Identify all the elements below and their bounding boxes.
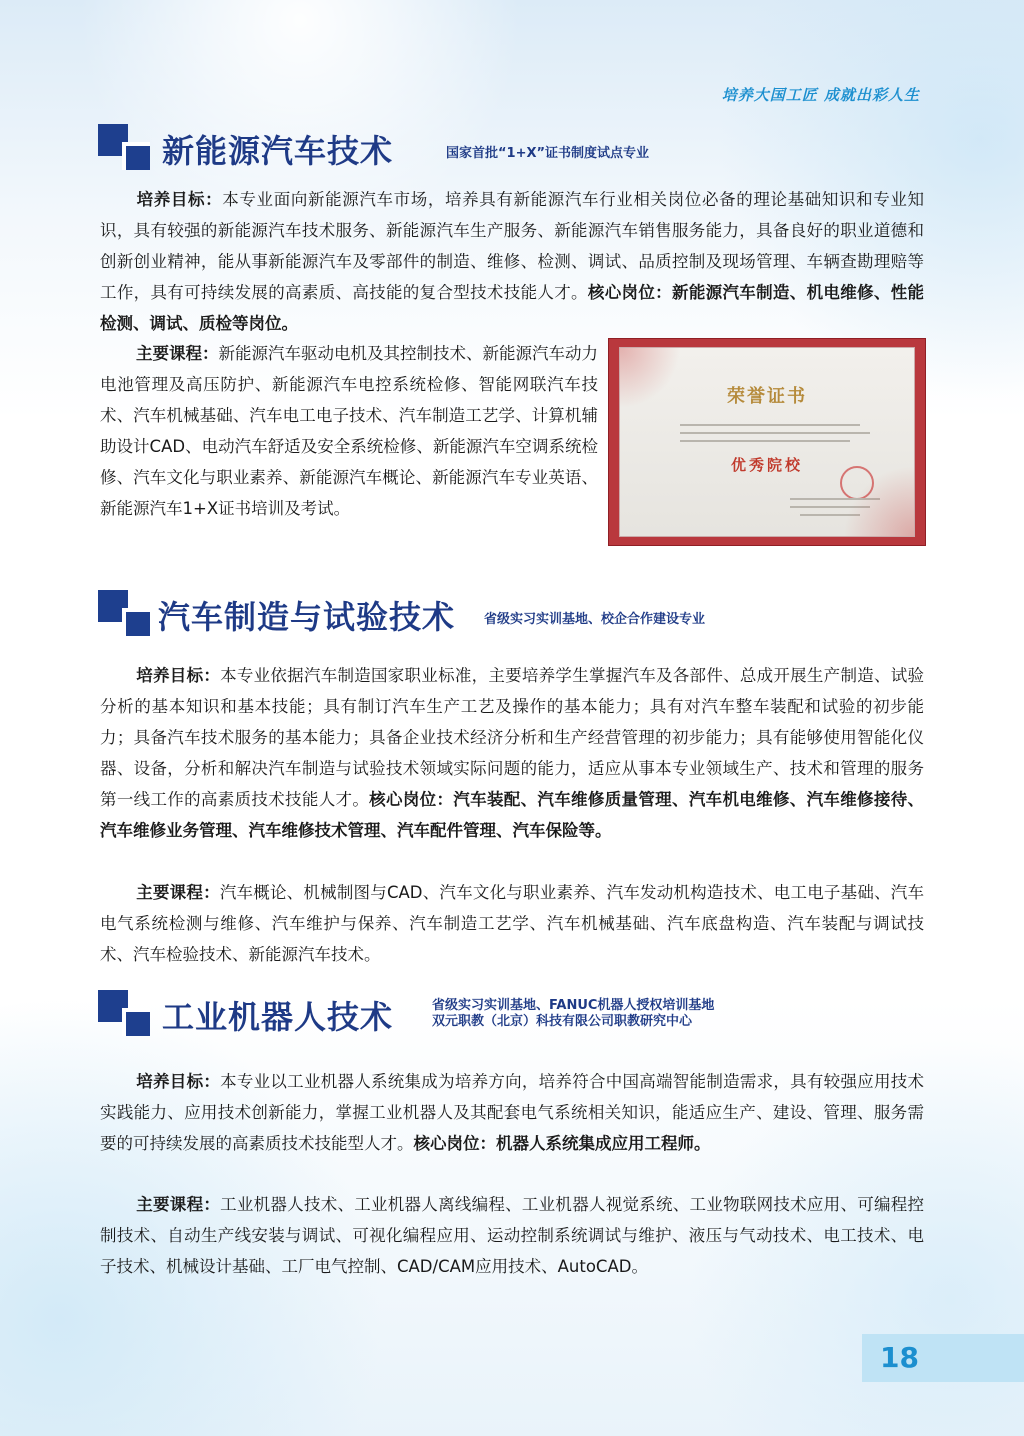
course-text: 工业机器人技术、工业机器人离线编程、工业机器人视觉系统、工业物联网技术应用、可编程控制技术、自动生产线安装与调试、可视化编程应用、运动控制系统调试与维护、液压与气动技术、电工技术、电子技术、机械设计基础、工厂电气控制、CAD/CAM应用技术、AutoCAD。 [100, 1195, 925, 1276]
goal-text: 本专业依据汽车制造国家职业标准，主要培养学生掌握汽车及各部件、总成开展生产制造、试验分析的基本知识和基本技能；具有制订汽车生产工艺及操作的基本能力；具有对汽车整车装配和试验的初步能力；具备汽车技术服务的基本能力；具备企业技术经济分析和生产经营管理的初步能力；具有能够使用智能化仪器、设备，分析和解决汽车制造与试验技术领域实际问题的能力，适应从事本专业领域生产、技术和管理的服务第一线工作的高素质技术技能人才。 [100, 666, 925, 809]
section-square-icon [98, 124, 150, 170]
section-tag-secondary: 双元职教（北京）科技有限公司职教研究中心 [432, 1014, 693, 1029]
courses-paragraph [100, 1189, 924, 1282]
training-goal-paragraph [100, 1066, 924, 1159]
course-text: 新能源汽车驱动电机及其控制技术、新能源汽车动力电池管理及高压防护、新能源汽车电控系统检修、智能网联汽车技术、汽车机械基础、汽车电工电子技术、汽车制造工艺学、计算机辅助设计CAD、电动汽车舒适及安全系统检修、新能源汽车空调系统检修、汽车文化与职业素养、新能源汽车概论、新能源汽车专业英语、新能源汽车1+X证书培训及考试。 [100, 344, 598, 518]
courses-paragraph [100, 877, 924, 970]
section-title: 工业机器人技术 [162, 998, 394, 1036]
core-position-label: 核心岗位： [369, 790, 454, 809]
section-tag: 省级实习实训基地、校企合作建设专业 [484, 612, 706, 627]
core-position-text: 机器人系统集成应用工程师。 [496, 1134, 711, 1153]
training-goal-paragraph [100, 184, 924, 339]
goal-text: 本专业面向新能源汽车市场，培养具有新能源汽车行业相关岗位必备的理论基础知识和专业知识，具有较强的新能源汽车技术服务、新能源汽车生产服务、新能源汽车销售服务能力，具备良好的职业道德和创新创业精神，能从事新能源汽车及零部件的制造、维修、检测、调试、品质控制及现场管理、车辆查勘理赔等工作，具有可持续发展的高素质、高技能的复合型技术技能人才。 [100, 190, 925, 302]
section-title: 新能源汽车技术 [162, 132, 394, 170]
section-tag: 省级实习实训基地、FANUC机器人授权培训基地 [432, 998, 715, 1013]
core-position-text: 新能源汽车制造、机电维修、性能检测、调试、质检等岗位。 [100, 283, 925, 333]
course-label: 主要课程： [136, 883, 220, 902]
certificate-seal-icon [840, 466, 874, 500]
header-slogan: 培养大国工匠 成就出彩人生 [721, 86, 920, 104]
certificate-award: 优秀院校 [730, 456, 803, 474]
section-tag: 国家首批“1+X”证书制度试点专业 [446, 146, 650, 161]
goal-text: 本专业以工业机器人系统集成为培养方向，培养符合中国高端智能制造需求，具有较强应用技术实践能力、应用技术创新能力，掌握工业机器人及其配套电气系统相关知识，能适应生产、建设、管理、服务需要的可持续发展的高素质技术技能型人才。 [100, 1072, 925, 1153]
section-square-icon [98, 590, 150, 636]
certificate-title: 荣誉证书 [727, 386, 807, 407]
page-number: 18 [862, 1334, 1024, 1382]
goal-label: 培养目标： [136, 666, 221, 685]
section-title: 汽车制造与试验技术 [158, 598, 456, 636]
honor-certificate-photo [608, 338, 926, 546]
goal-label: 培养目标： [136, 1072, 221, 1091]
course-text: 汽车概论、机械制图与CAD、汽车文化与职业素养、汽车发动机构造技术、电工电子基础、汽车电气系统检测与维修、汽车维护与保养、汽车制造工艺学、汽车机械基础、汽车底盘构造、汽车装配与调试技术、汽车检验技术、新能源汽车技术。 [100, 883, 925, 964]
training-goal-paragraph [100, 660, 924, 846]
courses-paragraph [100, 338, 598, 524]
course-label: 主要课程： [136, 344, 219, 363]
core-position-label: 核心岗位： [413, 1134, 496, 1153]
core-position-text: 汽车装配、汽车维修质量管理、汽车机电维修、汽车维修接待、汽车维修业务管理、汽车维修技术管理、汽车配件管理、汽车保险等。 [100, 790, 925, 840]
course-label: 主要课程： [136, 1195, 221, 1214]
goal-label: 培养目标： [136, 190, 223, 209]
core-position-label: 核心岗位： [587, 283, 672, 302]
section-square-icon [98, 990, 150, 1036]
